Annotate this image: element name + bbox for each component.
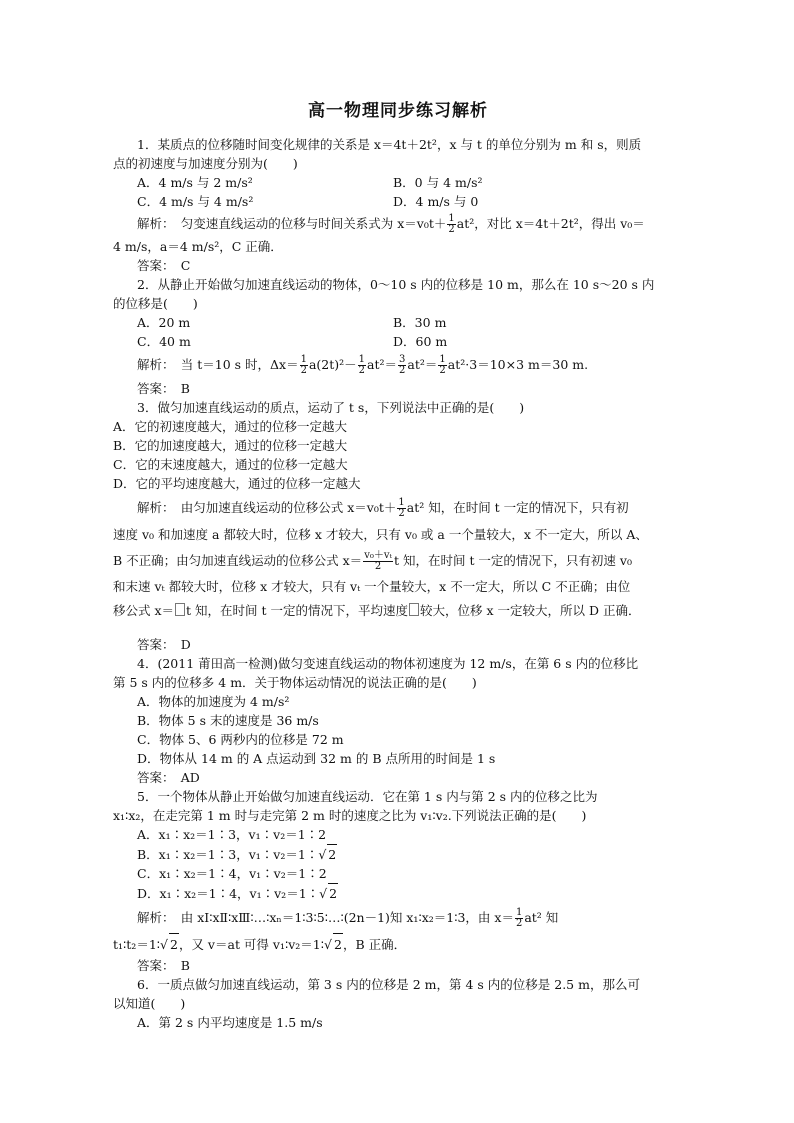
solution-text: 4 m/s，a＝4 m/s²，C 正确． [113,239,283,254]
fraction-denominator: 2 [399,365,406,376]
solution-text [113,903,683,933]
question-stem: 的位移是( ) [113,296,198,311]
option-text: D．x₁∶x₂＝1∶4，v₁∶v₂＝1∶ [137,886,320,901]
solution-text [113,933,683,956]
fraction-numerator: 1 [398,497,405,508]
option-row [113,192,683,211]
fraction-denominator: 2 [358,365,366,376]
fraction [438,355,446,376]
option-d: D．60 m [393,334,448,349]
question-stem: 6．一质点做匀加速直线运动，第 3 s 内的位移是 2 m，第 4 s 内的位移是 2.5 m，那么可 [137,977,640,992]
fraction-numerator: 1 [515,907,523,918]
solution-text [113,351,683,379]
question-stem: 4．(2011 莆田高一检测)做匀变速直线运动的物体初速度为 12 m/s，在第 6 s 内的位移比 [137,656,639,671]
fraction [397,498,405,519]
option-row [113,173,683,192]
fraction-numerator: 1 [448,213,455,224]
option-d: D．物体从 14 m 的 A 点运动到 32 m 的 B 点所用的时间是 1 s [137,751,496,766]
option-a: A．物体的加速度为 4 m/s² [137,694,290,709]
solution-text: 速度 v₀ 和加速度 a 都较大时，位移 x 才较大，只有 v₀ 或 a 一个量较大，x 不一定大，所以 A、 [113,527,648,542]
question-2 [113,275,683,398]
fraction-numerator: 1 [300,354,307,365]
solution-part: at²＝ [407,357,438,372]
option-row [113,332,683,351]
option-c: C．它的末速度越大，通过的位移一定越大 [113,457,348,472]
fraction-denominator: 2 [448,224,455,235]
option-c: C．40 m [137,334,191,349]
answer-text: 答案： B [137,958,190,973]
option-b: B．物体 5 s 末的速度是 36 m/s [137,713,319,728]
fraction-denominator: 2 [515,918,523,929]
option-row [113,313,683,332]
question-stem: 以知道( ) [113,996,186,1011]
solution-part: at² 知，在时间 t 一定的情况下，只有初 [406,500,629,515]
sqrt-radicand: 2 [169,933,179,956]
option-a: A．它的初速度越大，通过的位移一定越大 [113,419,348,434]
solution-part: a(2t)²－ [308,357,357,372]
option-b [113,844,683,864]
page-title: 高一物理同步练习解析 [308,101,488,121]
option-a: A．4 m/s 与 2 m/s² [137,175,253,190]
solution-text [113,493,683,523]
sqrt-radicand: 2 [333,933,343,956]
question-stem: 2．从静止开始做匀加速直线运动的物体，0～10 s 内的位移是 10 m，那么在 10 s～20 s 内 [137,277,655,292]
sqrt-icon: √ [324,937,332,952]
fraction [358,355,366,376]
fraction-numerator: v₀＋vₜ [364,550,392,561]
solution-part: ，B 正确． [342,937,407,952]
missing-glyph-icon [409,603,419,616]
solution-part: 较大，位移 x 一定较大，所以 D 正确． [420,603,641,618]
question-stem: 第 5 s 内的位移多 4 m．关于物体运动情况的说法正确的是( ) [113,675,477,690]
solution-part: at²·3＝10×3 m＝30 m. [447,357,589,372]
option-text: B．x₁∶x₂＝1∶3，v₁∶v₂＝1∶ [137,847,319,862]
sqrt-icon: √ [319,886,328,901]
option-a: A．x₁∶x₂＝1∶3，v₁∶v₂＝1∶2 [137,827,327,842]
solution-part: t 知，在时间 t 一定的情况下，平均速度 [186,603,408,618]
fraction [447,214,455,235]
solution-part: at² 知 [524,910,559,925]
answer-text: 答案： B [137,381,190,396]
option-c: C．4 m/s 与 4 m/s² [137,194,254,209]
solution-text [113,211,683,237]
option-d: D．4 m/s 与 0 [393,194,479,209]
sqrt-radicand: 2 [328,883,338,903]
answer-text: 答案： C [137,258,191,273]
fraction-numerator: 1 [358,354,366,365]
sqrt-radicand: 2 [327,844,337,864]
question-stem: 5．一个物体从静止开始做匀加速直线运动．它在第 1 s 内与第 2 s 内的位移之比为 [137,789,598,804]
solution-part: 移公式 x＝ [113,603,175,618]
document-page [113,96,683,1032]
fraction [398,355,406,376]
solution-part: at²＝ [367,357,398,372]
fraction-numerator: 3 [399,354,406,365]
missing-glyph-icon [175,603,185,616]
question-4 [113,654,683,787]
solution-text: 和末速 vₜ 都较大时，位移 x 才较大，只有 vₜ 一个量较大，x 不一定大，所以 C 不正确；由位 [113,579,631,594]
solution-text [113,599,683,623]
solution-part: B 不正确；由匀加速直线运动的位移公式 x＝ [113,553,363,568]
option-b: B．它的加速度越大，通过的位移一定越大 [113,438,348,453]
solution-part: 解析： 由匀加速直线运动的位移公式 x＝v₀t＋ [137,500,397,515]
option-a: A．20 m [137,315,191,330]
option-d [113,883,683,903]
sqrt-icon: √ [318,847,327,862]
solution-part: 解析： 由 xⅠ∶xⅡ∶xⅢ∶…∶xₙ＝1∶3∶5∶…∶(2n－1)知 x₁∶x₂＝1∶3，由 x＝ [137,910,514,925]
option-a: A．第 2 s 内平均速度是 1.5 m/s [137,1015,323,1030]
question-stem: 3．做匀加速直线运动的质点，运动了 t s，下列说法中正确的是( ) [137,400,525,415]
solution-text [113,547,683,575]
solution-part: 解析： 当 t＝10 s 时，Δx＝ [137,357,299,372]
solution-part: 解析： 匀变速直线运动的位移与时间关系式为 x＝v₀t＋ [137,216,447,231]
fraction [300,355,308,376]
option-b: B．30 m [393,315,447,330]
option-d: D．它的平均速度越大，通过的位移一定越大 [113,476,361,491]
question-5 [113,787,683,975]
question-stem: x₁∶x₂，在走完第 1 m 时与走完第 2 m 时的速度之比为 v₁∶v₂.下列说法正确的是( ) [113,808,587,823]
option-c: C．物体 5、6 两秒内的位移是 72 m [137,732,344,747]
question-stem: 点的初速度与加速度分别为( ) [113,156,298,171]
fraction [363,551,393,572]
solution-part: ，又 v＝at 可得 v₁∶v₂＝1∶ [178,937,325,952]
answer-text: 答案： AD [137,770,200,785]
fraction-denominator: 2 [439,365,446,376]
question-1 [113,135,683,275]
answer-text: 答案： D [137,637,191,652]
fraction-numerator: 1 [439,354,446,365]
solution-part: t₁∶t₂＝1∶ [113,937,161,952]
question-stem: 1．某质点的位移随时间变化规律的关系是 x＝4t＋2t²，x 与 t 的单位分别为 m 和 s，则质 [137,137,642,152]
question-6 [113,975,683,1032]
fraction-denominator: 2 [300,365,307,376]
option-b: B．0 与 4 m/s² [393,175,483,190]
option-c: C．x₁∶x₂＝1∶4，v₁∶v₂＝1∶2 [137,866,327,881]
solution-part: t 知，在时间 t 一定的情况下，只有初速 v₀ [393,553,632,568]
fraction-denominator: 2 [398,508,405,519]
fraction [515,908,523,929]
fraction-denominator: 2 [374,561,382,572]
sqrt-icon: √ [160,937,168,952]
question-3 [113,398,683,654]
solution-part: at²，对比 x＝4t＋2t²，得出 v₀＝ [456,216,645,231]
